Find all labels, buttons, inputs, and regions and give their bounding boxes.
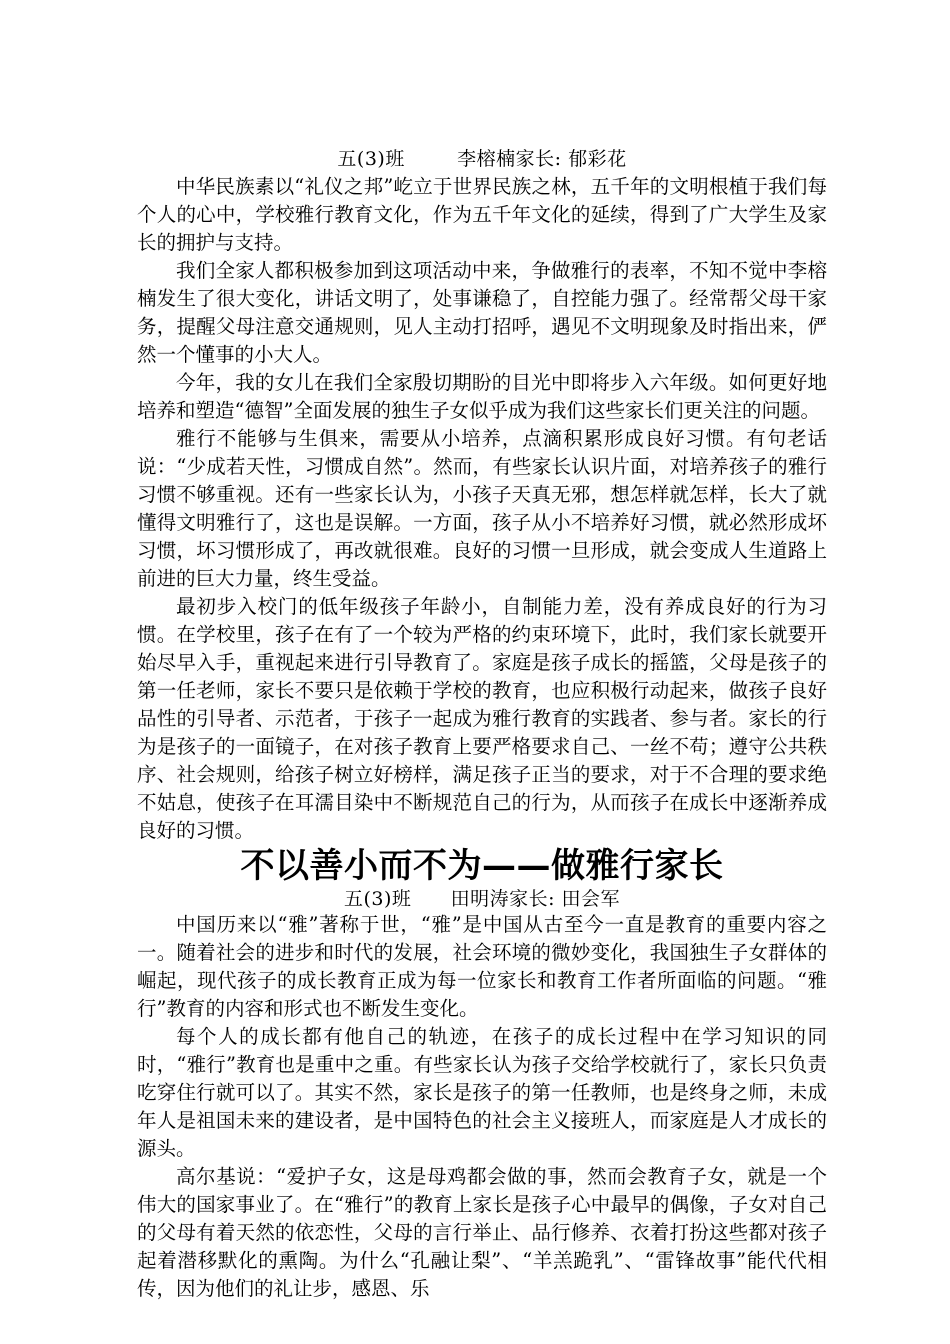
paragraph: 今年，我的女儿在我们全家殷切期盼的目光中即将步入六年级。如何更好地培养和塑造“德智”全面发展的独生子女似乎成为我们这些家长们更关注的问题。 bbox=[137, 371, 827, 422]
paragraph: 高尔基说：“爱护子女，这是母鸡都会做的事，然而会教育子女，就是一个伟大的国家事业了。在“雅行”的教育上家长是孩子心中最早的偶像，子女对自己的父母有着天然的依恋性，父母的言行举止、品行修养、衣着打扮这些都对孩子起着潜移默化的熏陶。为什么“孔融让梨”、“羊羔跪乳”、“雷锋故事”能代代相传，因为他们的礼让步，感恩、乐 bbox=[137, 1165, 827, 1300]
author-byline-1: 五(3)班 李榕楠家长: 郁彩花 bbox=[337, 148, 627, 170]
paragraph: 我们全家人都积极参加到这项活动中来，争做雅行的表率，不知不觉中李榕楠发生了很大变化，讲话文明了，处事谦稳了，自控能力强了。经常帮父母干家务，提醒父母注意交通规则，见人主动打招呼，遇见不文明现象及时指出来，俨然一个懂事的小大人。 bbox=[137, 259, 827, 366]
article-section-1 bbox=[137, 146, 827, 845]
document-content bbox=[137, 146, 827, 1303]
paragraph: 中国历来以“雅”著称于世，“雅”是中国从古至今一直是教育的重要内容之一。随着社会的进步和时代的发展，社会环境的微妙变化，我国独生子女群体的崛起，现代孩子的成长教育正成为每一位家长和教育工作者所面临的问题。“雅行”教育的内容和形式也不断发生变化。 bbox=[137, 913, 827, 1020]
paragraph: 中华民族素以“礼仪之邦”屹立于世界民族之林，五千年的文明根植于我们每个人的心中，学校雅行教育文化，作为五千年文化的延续，得到了广大学生及家长的拥护与支持。 bbox=[137, 175, 827, 254]
article-section-2 bbox=[137, 845, 827, 1303]
author-byline-2: 五(3)班 田明涛家长: 田会军 bbox=[343, 888, 621, 910]
paragraph: 每个人的成长都有他自己的轨迹，在孩子的成长过程中在学习知识的同时，“雅行”教育也是重中之重。有些家长认为孩子交给学校就行了，家长只负责吃穿住行就可以了。其实不然，家长是孩子的第一任教师，也是终身之师，未成年人是祖国未来的建设者，是中国特色的社会主义接班人，而家庭是人才成长的源头。 bbox=[137, 1025, 827, 1160]
paragraph: 雅行不能够与生俱来，需要从小培养，点滴积累形成良好习惯。有句老话说：“少成若天性，习惯成自然”。然而，有些家长认识片面，对培养孩子的雅行习惯不够重视。还有一些家长认为，小孩子天真无邪，想怎样就怎样，长大了就懂得文明雅行了，这也是误解。一方面，孩子从小不培养好习惯，就必然形成坏习惯，坏习惯形成了，再改就很难。良好的习惯一旦形成，就会变成人生道路上前进的巨大力量，终生受益。 bbox=[137, 427, 827, 590]
article-title: 不以善小而不为——做雅行家长 bbox=[240, 846, 724, 886]
paragraph: 最初步入校门的低年级孩子年龄小，自制能力差，没有养成良好的行为习惯。在学校里，孩子在有了一个较为严格的约束环境下，此时，我们家长就要开始尽早入手，重视起来进行引导教育了。家庭是孩子成长的摇篮，父母是孩子的第一任老师，家长不要只是依赖于学校的教育，也应积极行动起来，做孩子良好品性的引导者、示范者，于孩子一起成为雅行教育的实践者、参与者。家长的行为是孩子的一面镜子，在对孩子教育上要严格要求自己、一丝不苟；遵守公共秩序、社会规则，给孩子树立好榜样，满足孩子正当的要求，对于不合理的要求绝不姑息，使孩子在耳濡目染中不断规范自己的行为，从而孩子在成长中逐渐养成良好的习惯。 bbox=[137, 595, 827, 842]
